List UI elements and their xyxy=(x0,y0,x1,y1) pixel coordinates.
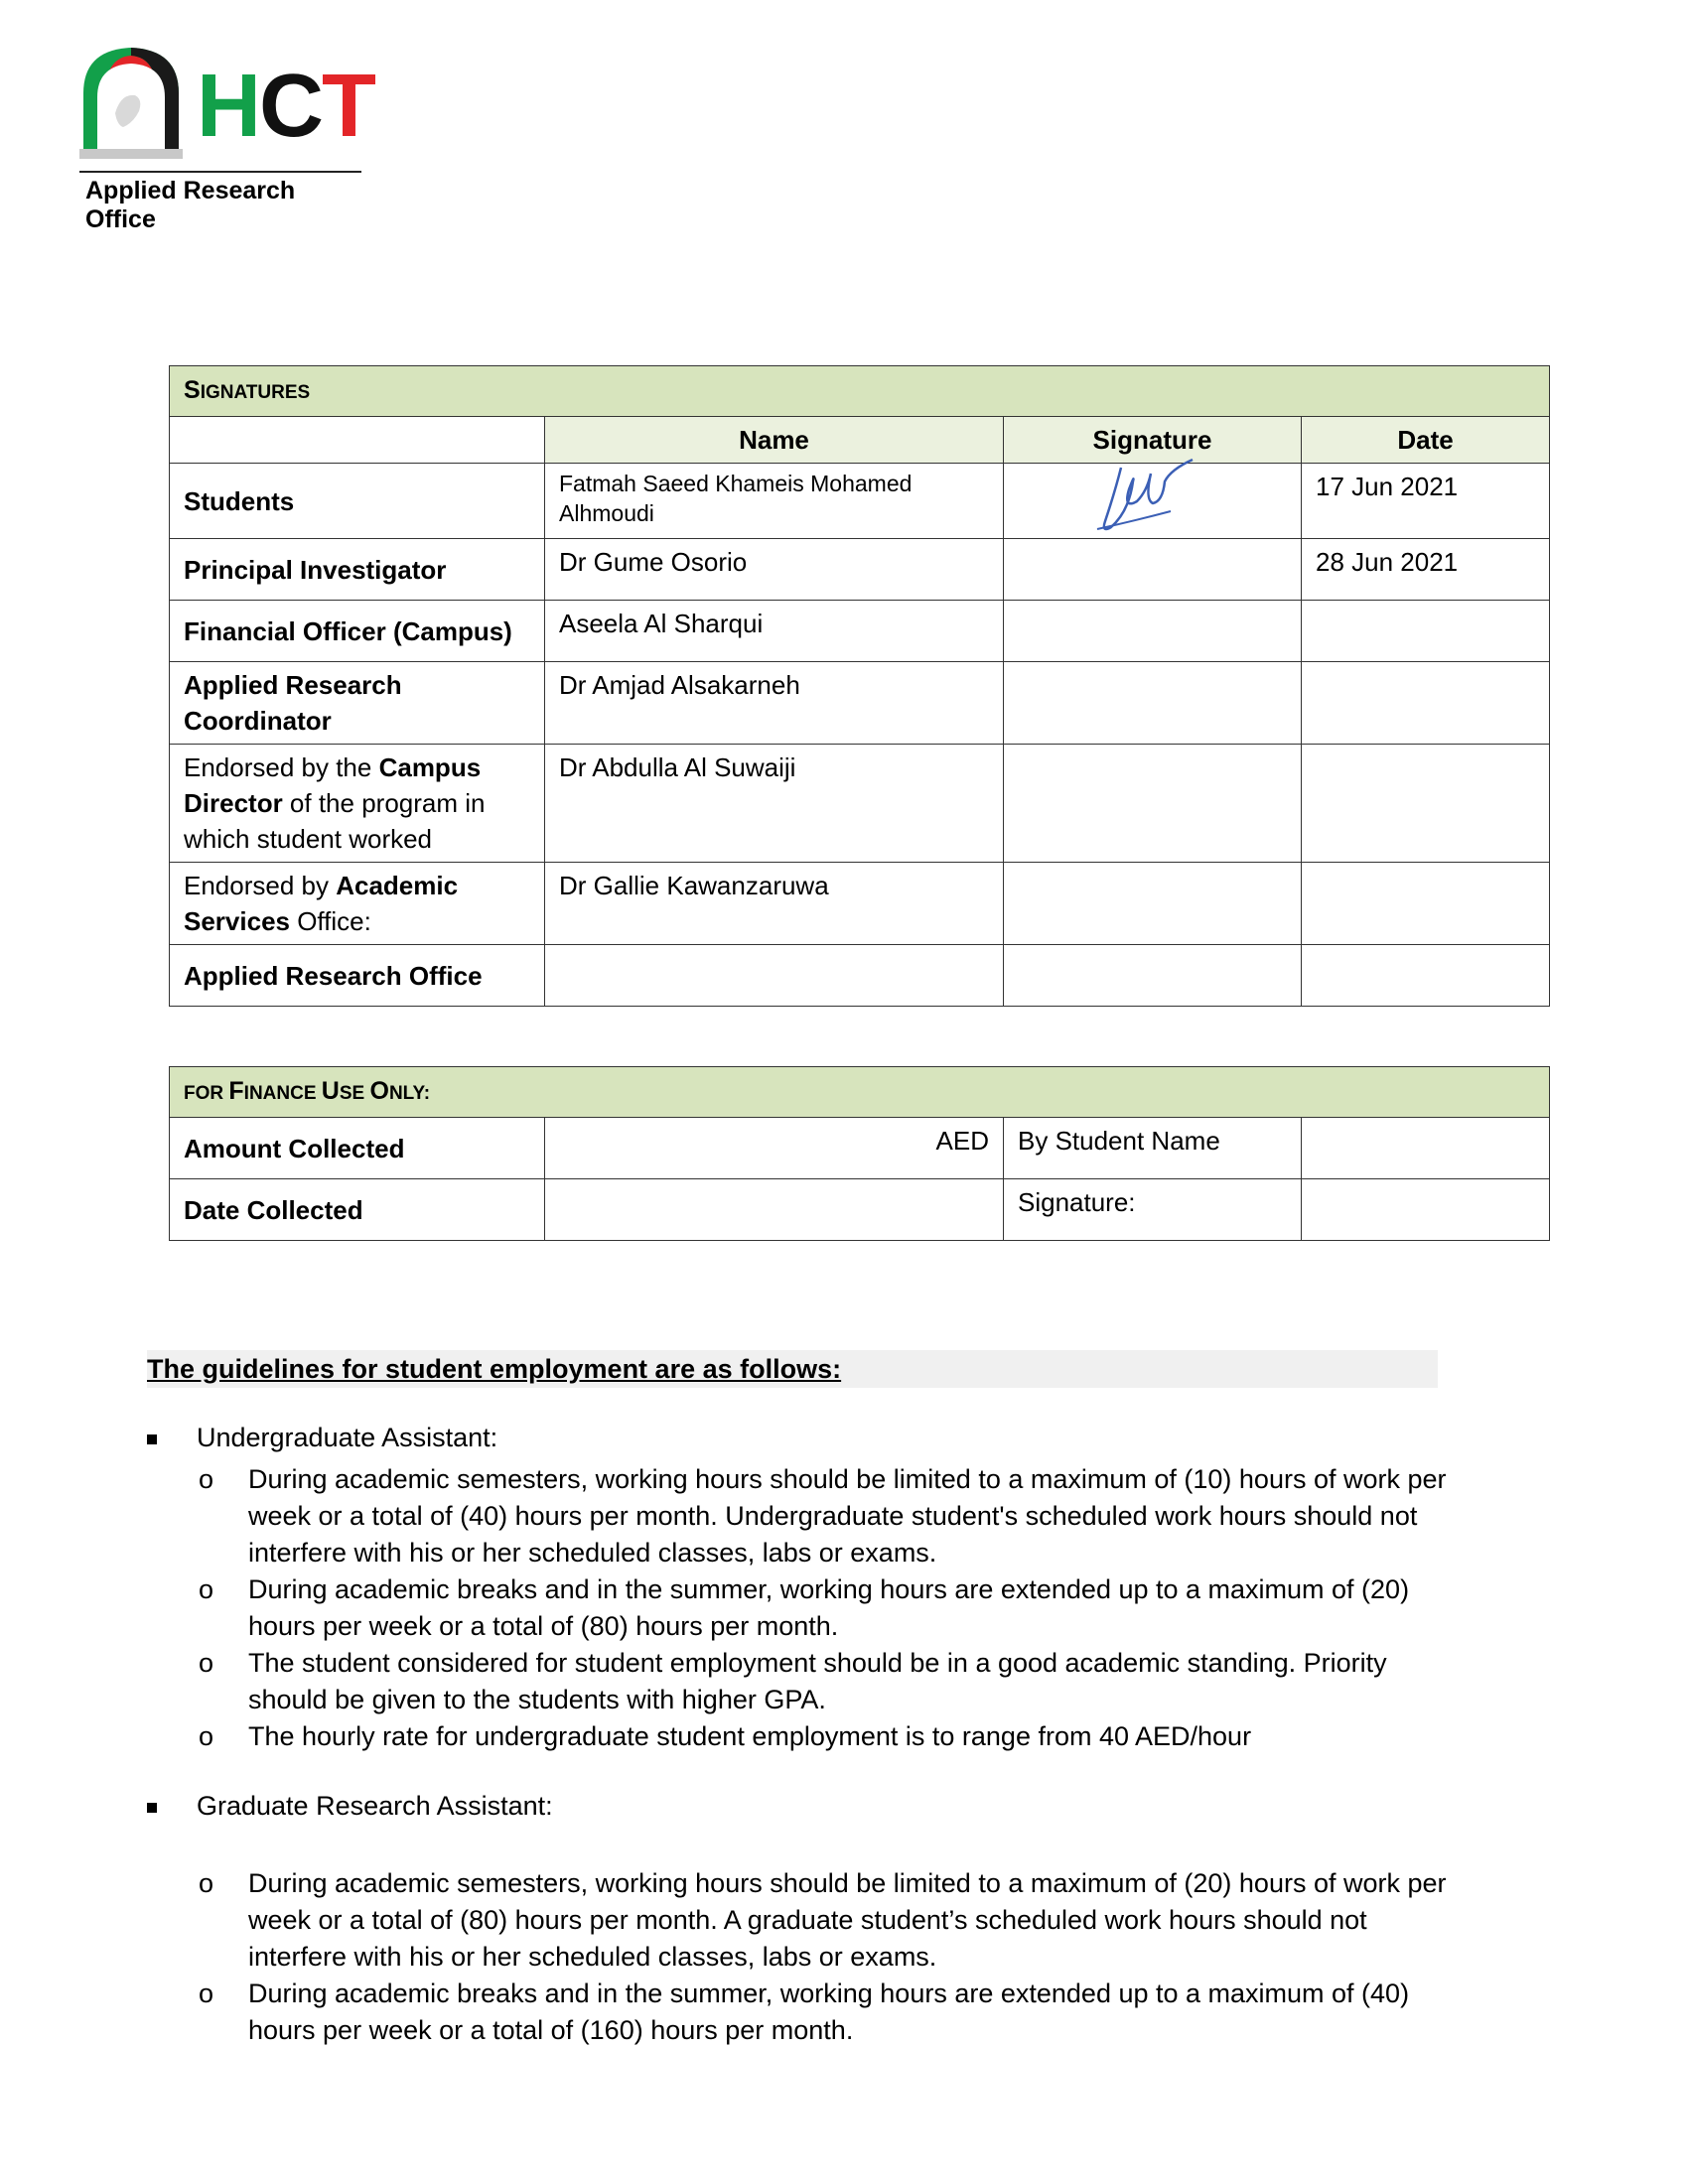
student-signature xyxy=(1004,464,1302,539)
date-collected-value xyxy=(545,1179,1004,1241)
row-label-applied-research-office: Applied Research Office xyxy=(170,945,545,1007)
guidelines-title: The guidelines for student employment are as follows: xyxy=(147,1350,1438,1388)
amount-currency: AED xyxy=(545,1118,1004,1179)
row-label-students: Students xyxy=(170,464,545,539)
financial-officer-date xyxy=(1302,601,1550,662)
row-label-financial-officer: Financial Officer (Campus) xyxy=(170,601,545,662)
list-item: o The hourly rate for undergraduate student employment is to range from 40 AED/hour xyxy=(199,1721,1252,1751)
grad-heading: Graduate Research Assistant: xyxy=(147,1791,553,1822)
hct-wordmark: HCT xyxy=(197,57,374,156)
list-item: o During academic semesters, working hours should be limited to a maximum of (10) hours of work per week or a total of (40) hours per month. Undergraduate student's scheduled work hours should not interfere with his or her scheduled classes, labs or exams. xyxy=(199,1464,1447,1568)
pi-date: 28 Jun 2021 xyxy=(1302,539,1550,601)
blank-header-cell xyxy=(170,417,545,464)
logo-divider xyxy=(79,171,361,173)
by-student-name-label: By Student Name xyxy=(1004,1118,1302,1179)
financial-officer-signature xyxy=(1004,601,1302,662)
campus-director-signature xyxy=(1004,745,1302,863)
row-label-research-coordinator: Applied Research Coordinator xyxy=(170,662,545,745)
signatures-heading: SIGNATURES xyxy=(170,366,1550,417)
row-label-campus-director: Endorsed by the Campus Director of the program in which student worked xyxy=(170,745,545,863)
amount-collected-label: Amount Collected xyxy=(170,1118,545,1179)
list-item: o During academic semesters, working hours should be limited to a maximum of (20) hours of work per week or a total of (80) hours per month. A graduate student’s scheduled work hours should not interfere with his or her scheduled classes, labs or exams. xyxy=(199,1868,1447,1972)
finance-table xyxy=(169,1066,1550,1241)
campus-director-date xyxy=(1302,745,1550,863)
academic-services-name: Dr Gallie Kawanzaruwa xyxy=(545,863,1004,945)
campus-director-name: Dr Abdulla Al Suwaiji xyxy=(545,745,1004,863)
square-bullet-icon xyxy=(147,1803,157,1813)
office-name: Applied Research Office xyxy=(85,177,296,233)
academic-services-date xyxy=(1302,863,1550,945)
research-coordinator-date xyxy=(1302,662,1550,745)
hct-logo xyxy=(75,44,374,233)
applied-research-office-name xyxy=(545,945,1004,1007)
applied-research-office-date xyxy=(1302,945,1550,1007)
list-item: o During academic breaks and in the summer, working hours are extended up to a maximum of (20) hours per week or a total of (80) hours per month. xyxy=(199,1574,1410,1641)
research-coordinator-name: Dr Amjad Alsakarneh xyxy=(545,662,1004,745)
date-collected-label: Date Collected xyxy=(170,1179,545,1241)
handwritten-signature xyxy=(1093,452,1202,541)
signatures-table xyxy=(169,365,1550,1007)
by-student-name-value xyxy=(1302,1118,1550,1179)
undergrad-heading: Undergraduate Assistant: xyxy=(147,1423,497,1453)
student-name: Fatmah Saeed Khameis Mohamed Alhmoudi xyxy=(545,464,1004,539)
academic-services-signature xyxy=(1004,863,1302,945)
row-label-pi: Principal Investigator xyxy=(170,539,545,601)
student-date: 17 Jun 2021 xyxy=(1302,464,1550,539)
square-bullet-icon xyxy=(147,1434,157,1444)
col-name-header: Name xyxy=(545,417,1004,464)
research-coordinator-signature xyxy=(1004,662,1302,745)
list-item: o The student considered for student employment should be in a good academic standing. Priority should be given to the students with higher GPA. xyxy=(199,1648,1387,1714)
financial-officer-name: Aseela Al Sharqui xyxy=(545,601,1004,662)
finance-signature-label: Signature: xyxy=(1004,1179,1302,1241)
col-date-header: Date xyxy=(1302,417,1550,464)
pi-signature xyxy=(1004,539,1302,601)
row-label-academic-services: Endorsed by Academic Services Office: xyxy=(170,863,545,945)
list-item: o During academic breaks and in the summer, working hours are extended up to a maximum of (40) hours per week or a total of (160) hours per month. xyxy=(199,1979,1410,2045)
finance-heading: FOR FINANCE USE ONLY: xyxy=(170,1067,1550,1118)
pi-name: Dr Gume Osorio xyxy=(545,539,1004,601)
applied-research-office-signature xyxy=(1004,945,1302,1007)
hct-emblem-icon xyxy=(75,44,187,163)
col-signature-header: Signature xyxy=(1004,417,1302,464)
finance-signature-value xyxy=(1302,1179,1550,1241)
